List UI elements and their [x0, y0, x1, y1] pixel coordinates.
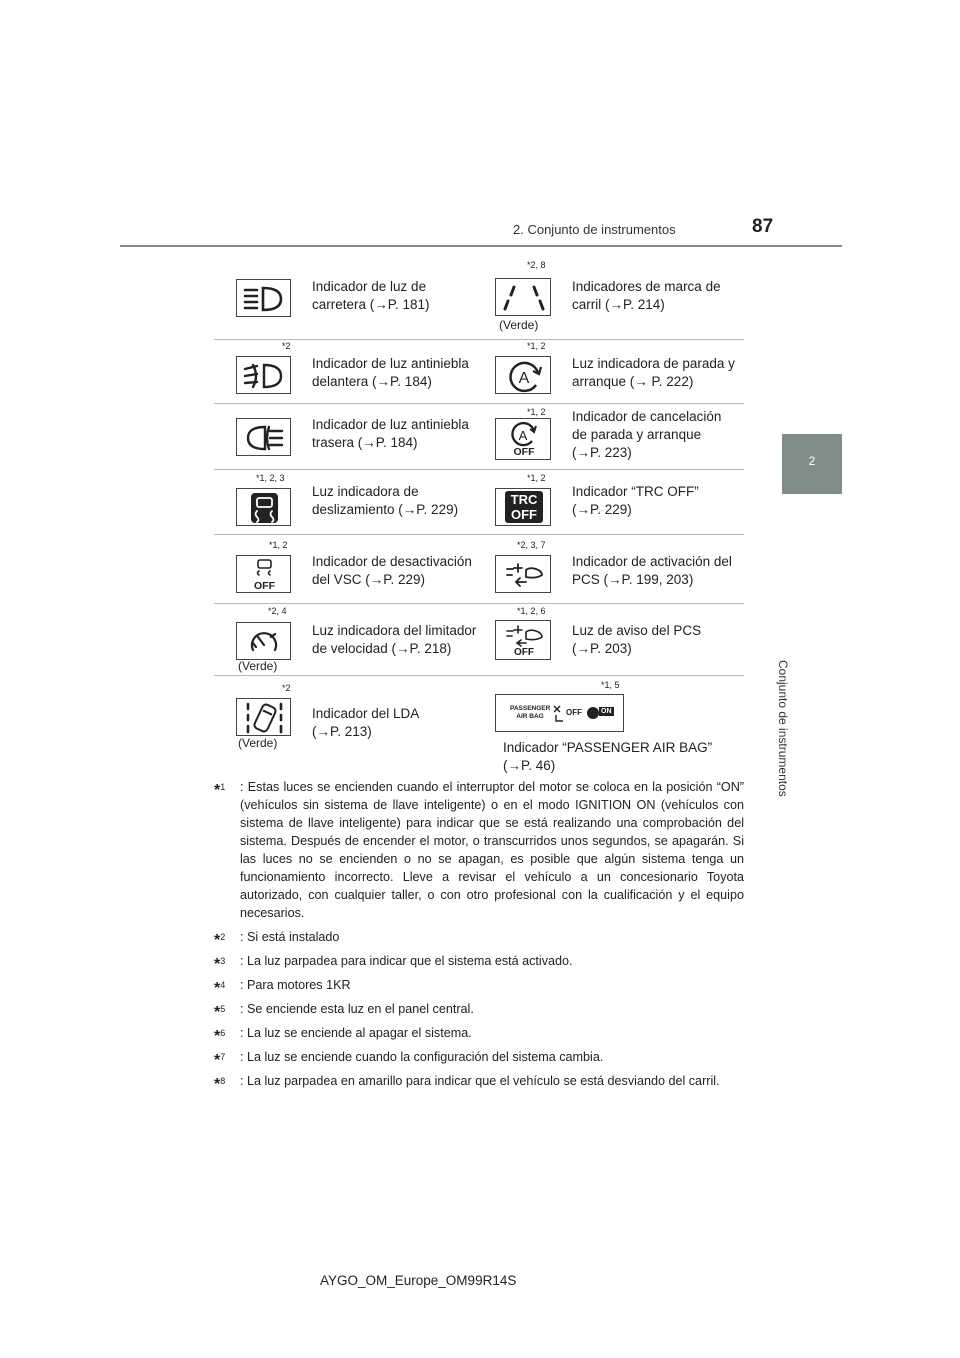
trc-off-desc-1: Indicador “TRC OFF”: [572, 484, 699, 499]
table-row-divider: [214, 534, 744, 535]
svg-text:A: A: [518, 428, 528, 443]
pcs-warning-desc-2: (→P. 203): [572, 641, 632, 656]
footnote: *$^1$ : Estas luces se encienden cuando el interruptor del motor se coloca en la posición “ON” (vehículos sin sistema de llave inteligente) o en el modo IGNITION ON (vehículos con sistema de llave inteligente) para indicar que se está realizando una comprobación del sistema. Después de encender el motor, o transcurridos unos segundos, se apagarán. Si las luces no se encienden o no se apagan, es posible que algún sistema tenga un funcionamiento incorrecto. Lleve a revisar el vehículo a un concesionario Toyota autorizado, con cualquier taller, o con otro profesional con la cualificación y el equipo necesarios.: [214, 780, 744, 920]
footnote: *$^8$ : La luz parpadea en amarillo para indicar que el vehículo se está desviando del carril.: [214, 1074, 720, 1093]
lane-marker-note: *2, 8: [527, 260, 546, 270]
stop-start-cancel-note: *1, 2: [527, 407, 546, 417]
section-title: 2. Conjunto de instrumentos: [513, 222, 676, 237]
speed-limiter-color: (Verde): [238, 659, 278, 673]
table-row-divider: [214, 603, 744, 604]
slip-indicator-icon: [236, 488, 291, 526]
speed-limiter-icon: [236, 622, 291, 660]
chapter-tab: 2: [782, 434, 842, 494]
footnote: *$^5$ : Se enciende esta luz en el panel central.: [214, 1002, 474, 1021]
trc-off-icon: [495, 488, 551, 526]
footnote: *$^4$ : Para motores 1KR: [214, 978, 351, 997]
lda-color: (Verde): [238, 736, 278, 750]
lane-marker-desc-2: carril (→P. 214): [572, 297, 665, 312]
trc-off-label: OFF: [511, 507, 537, 522]
pcs-active-desc-1: Indicador de activación del: [572, 554, 732, 569]
airbag-desc-1: Indicador “PASSENGER AIR BAG”: [503, 740, 713, 755]
passenger-airbag-icon: [495, 694, 624, 732]
trc-label: TRC: [510, 492, 538, 507]
rear-fog-desc-2: trasera (→P. 184): [312, 435, 418, 450]
pcs-active-note: *2, 3, 7: [517, 540, 546, 550]
rear-fog-desc-1: Indicador de luz antiniebla: [312, 417, 469, 432]
svg-text:A: A: [518, 370, 530, 387]
vsc-off-label: OFF: [254, 580, 275, 592]
stop-start-cancel-desc-1: Indicador de cancelación: [572, 409, 722, 424]
pcs-off-icon: [495, 620, 551, 660]
vsc-off-icon: [236, 555, 291, 593]
chapter-tab-label: Conjunto de instrumentos: [776, 660, 790, 797]
front-fog-desc-1: Indicador de luz antiniebla: [312, 356, 469, 371]
lane-marker-icon: [495, 278, 551, 316]
vsc-off-desc-1: Indicador de desactivación: [312, 554, 472, 569]
slip-desc-1: Luz indicadora de: [312, 484, 419, 499]
table-row-divider: [214, 339, 744, 340]
header-divider: [120, 245, 842, 247]
slip-note: *1, 2, 3: [256, 473, 285, 483]
slip-desc-2: deslizamiento (→P. 229): [312, 502, 459, 517]
speed-limiter-desc-1: Luz indicadora del limitador: [312, 623, 477, 638]
speed-limiter-note: *2, 4: [268, 606, 287, 616]
stop-start-icon: [495, 356, 551, 394]
stop-start-desc-2: arranque (→ P. 222): [572, 374, 694, 389]
airbag-passenger-label: PASSENGER: [510, 705, 551, 712]
airbag-airbag-label: AIR BAG: [516, 713, 544, 720]
front-fog-icon: [236, 356, 291, 394]
stop-start-off-label: OFF: [513, 446, 535, 458]
footnote: *$^3$ : La luz parpadea para indicar que el sistema está activado.: [214, 954, 573, 973]
speed-limiter-desc-2: de velocidad (→P. 218): [312, 641, 452, 656]
high-beam-desc-2: carretera (→P. 181): [312, 297, 430, 312]
lda-desc-1: Indicador del LDA: [312, 706, 420, 721]
lane-marker-color: (Verde): [499, 318, 539, 332]
lane-marker-desc-1: Indicadores de marca de: [572, 279, 721, 294]
lda-icon: [236, 698, 291, 736]
page-number: 87: [752, 216, 774, 237]
pcs-warning-desc-1: Luz de aviso del PCS: [572, 623, 702, 638]
footnote: *$^6$ : La luz se enciende al apagar el sistema.: [214, 1026, 472, 1045]
front-fog-note: *2: [282, 341, 291, 351]
high-beam-icon: [236, 279, 291, 317]
stop-start-note: *1, 2: [527, 341, 546, 351]
pcs-warning-note: *1, 2, 6: [517, 606, 546, 616]
stop-start-desc-1: Luz indicadora de parada y: [572, 356, 735, 371]
trc-off-desc-2: (→P. 229): [572, 502, 632, 517]
vsc-off-note: *1, 2: [269, 540, 288, 550]
rear-fog-icon: [236, 418, 291, 456]
pcs-active-desc-2: PCS (→P. 199, 203): [572, 572, 694, 587]
footnotes: [214, 778, 744, 1096]
stop-start-off-icon: [495, 418, 551, 460]
airbag-on-label: ON: [601, 708, 612, 715]
airbag-desc-2: (→P. 46): [503, 758, 556, 773]
document-id: AYGO_OM_Europe_OM99R14S: [320, 1273, 517, 1288]
footnote: *$^7$ : La luz se enciende cuando la configuración del sistema cambia.: [214, 1050, 604, 1069]
table-row-divider: [214, 403, 744, 404]
high-beam-desc-1: Indicador de luz de: [312, 279, 427, 294]
lda-note: *2: [282, 683, 291, 693]
table-row-divider: [214, 469, 744, 470]
front-fog-desc-2: delantera (→P. 184): [312, 374, 432, 389]
airbag-note: *1, 5: [601, 680, 620, 690]
airbag-off-label: OFF: [566, 708, 582, 717]
vsc-off-desc-2: del VSC (→P. 229): [312, 572, 426, 587]
table-row-divider: [214, 675, 744, 676]
trc-off-note: *1, 2: [527, 473, 546, 483]
footnote: *$^2$ : Si está instalado: [214, 930, 340, 949]
lda-desc-2: (→P. 213): [312, 724, 372, 739]
stop-start-cancel-desc-2: de parada y arranque: [572, 427, 702, 442]
stop-start-cancel-desc-3: (→P. 223): [572, 445, 632, 460]
pcs-icon: [495, 555, 551, 593]
pcs-off-label: OFF: [514, 647, 534, 658]
